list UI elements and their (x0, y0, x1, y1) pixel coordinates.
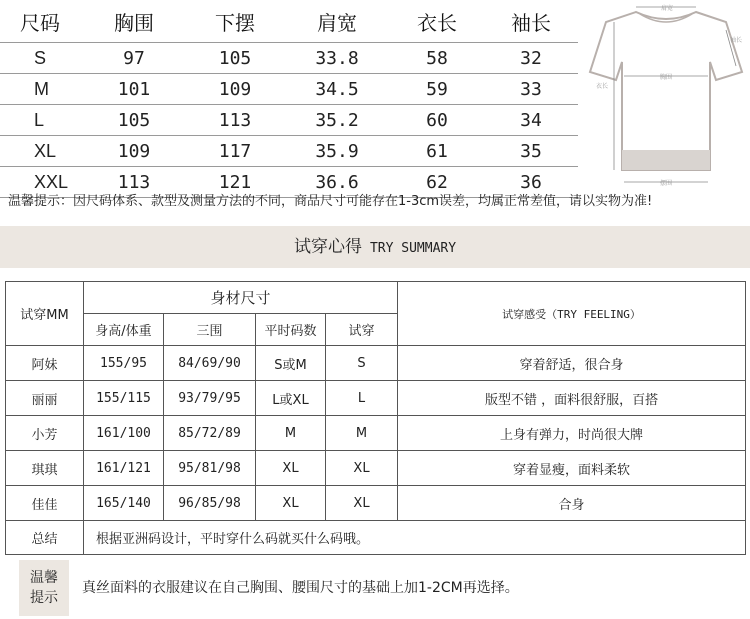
tester-height-weight: 165/140 (84, 486, 164, 521)
header-feeling: 试穿感受（TRY FEELING） (398, 282, 746, 346)
tester-feeling: 穿着舒适，很合身 (398, 346, 746, 381)
tester-tried-size: M (326, 416, 398, 451)
summary-row (6, 521, 746, 555)
tester-name: 阿妹 (6, 346, 84, 381)
size-cell: M (0, 74, 82, 105)
shirt-measurement-diagram (584, 0, 746, 190)
size-cell: 60 (390, 105, 484, 136)
size-cell: XL (0, 136, 82, 167)
size-cell: 35.2 (284, 105, 390, 136)
size-cell: 105 (82, 105, 186, 136)
tester-row (6, 416, 746, 451)
summary-title-en: TRY SUMMARY (369, 241, 457, 256)
bottom-tip-label (19, 560, 69, 616)
header-usual-size: 平时码数 (256, 314, 326, 346)
summary-title (0, 226, 750, 268)
size-cell: 36.6 (284, 167, 390, 198)
length-label: 衣长 (596, 83, 609, 90)
tester-feeling: 穿着显瘦，面料柔软 (398, 451, 746, 486)
summary-text: 根据亚洲码设计，平时穿什么码就买什么码哦。 (84, 521, 746, 555)
size-row (0, 136, 578, 167)
bottom-tip-label-line: 提示 (30, 590, 58, 606)
size-cell: L (0, 105, 82, 136)
size-chart-table (0, 0, 578, 198)
tester-name: 小芳 (6, 416, 84, 451)
size-cell: 33 (484, 74, 578, 105)
tester-height-weight: 161/121 (84, 451, 164, 486)
size-cell: S (0, 43, 82, 74)
size-cell: 121 (186, 167, 284, 198)
size-chart-header: 肩宽 (317, 10, 357, 35)
size-chart-header: 下摆 (215, 10, 255, 35)
size-cell: 61 (390, 136, 484, 167)
tester-feeling: 版型不错 ，面料很舒服，百搭 (398, 381, 746, 416)
tester-name: 佳佳 (6, 486, 84, 521)
size-cell: 36 (484, 167, 578, 198)
hem-band (622, 150, 710, 170)
size-cell: 97 (82, 43, 186, 74)
shoulder-label: 肩宽 (661, 5, 674, 12)
summary-label: 总结 (6, 521, 84, 555)
size-cell: 62 (390, 167, 484, 198)
shirt-outline (590, 12, 742, 170)
tester-tried-size: S (326, 346, 398, 381)
size-cell: 58 (390, 43, 484, 74)
size-cell: 109 (82, 136, 186, 167)
size-row (0, 43, 578, 74)
size-cell: 101 (82, 74, 186, 105)
tester-tried-size: L (326, 381, 398, 416)
size-cell: 59 (390, 74, 484, 105)
size-chart-header: 袖长 (511, 10, 551, 35)
size-chart-header: 胸围 (114, 10, 154, 35)
tester-tried-size: XL (326, 451, 398, 486)
tester-measures: 95/81/98 (164, 451, 256, 486)
size-cell: 35.9 (284, 136, 390, 167)
size-chart-header: 衣长 (417, 10, 457, 35)
try-header-row-1 (6, 282, 746, 314)
size-tip-text: 温馨提示：因尺码体系、款型及测量方法的不同，商品尺寸可能存在1-3cm误差，均属正常差值，请以实物为准! (8, 194, 653, 209)
tester-feeling: 合身 (398, 486, 746, 521)
tester-height-weight: 155/115 (84, 381, 164, 416)
size-cell: 109 (186, 74, 284, 105)
summary-title-cn: 试穿心得 (293, 237, 362, 257)
size-cell: 34 (484, 105, 578, 136)
size-chart-header-row (0, 0, 578, 43)
tester-feeling: 上身有弹力，时尚很大牌 (398, 416, 746, 451)
size-row (0, 105, 578, 136)
size-cell: 33.8 (284, 43, 390, 74)
size-cell: 105 (186, 43, 284, 74)
tester-row (6, 486, 746, 521)
size-cell: 113 (186, 105, 284, 136)
tester-tried-size: XL (326, 486, 398, 521)
try-summary-table (5, 281, 746, 555)
tester-measures: 84/69/90 (164, 346, 256, 381)
hem-label: 摆围 (660, 180, 673, 187)
tester-usual-size: M (256, 416, 326, 451)
tester-row (6, 381, 746, 416)
tester-usual-size: S或M (256, 346, 326, 381)
size-cell: 113 (82, 167, 186, 198)
size-cell: 34.5 (284, 74, 390, 105)
tester-height-weight: 155/95 (84, 346, 164, 381)
tester-measures: 93/79/95 (164, 381, 256, 416)
bottom-tip-label-line: 温馨 (30, 570, 58, 586)
size-cell: 35 (484, 136, 578, 167)
header-tester: 试穿MM (6, 282, 84, 346)
tester-usual-size: XL (256, 486, 326, 521)
chest-label: 胸围 (660, 74, 673, 81)
header-body-size: 身材尺寸 (84, 282, 398, 314)
size-cell: XXL (0, 167, 82, 198)
tester-height-weight: 161/100 (84, 416, 164, 451)
size-chart-header: 尺码 (20, 10, 60, 35)
tester-measures: 96/85/98 (164, 486, 256, 521)
sleeve-label: 袖长 (730, 37, 743, 44)
tester-name: 琪琪 (6, 451, 84, 486)
tester-row (6, 346, 746, 381)
size-cell: 117 (186, 136, 284, 167)
tester-measures: 85/72/89 (164, 416, 256, 451)
header-height-weight: 身高/体重 (84, 314, 164, 346)
tester-usual-size: XL (256, 451, 326, 486)
bottom-tip-text: 真丝面料的衣服建议在自己胸围、腰围尺寸的基础上加1-2CM再选择。 (82, 580, 519, 596)
size-cell: 32 (484, 43, 578, 74)
tester-usual-size: L或XL (256, 381, 326, 416)
size-row (0, 74, 578, 105)
tester-name: 丽丽 (6, 381, 84, 416)
header-measures: 三围 (164, 314, 256, 346)
tester-row (6, 451, 746, 486)
header-tried: 试穿 (326, 314, 398, 346)
